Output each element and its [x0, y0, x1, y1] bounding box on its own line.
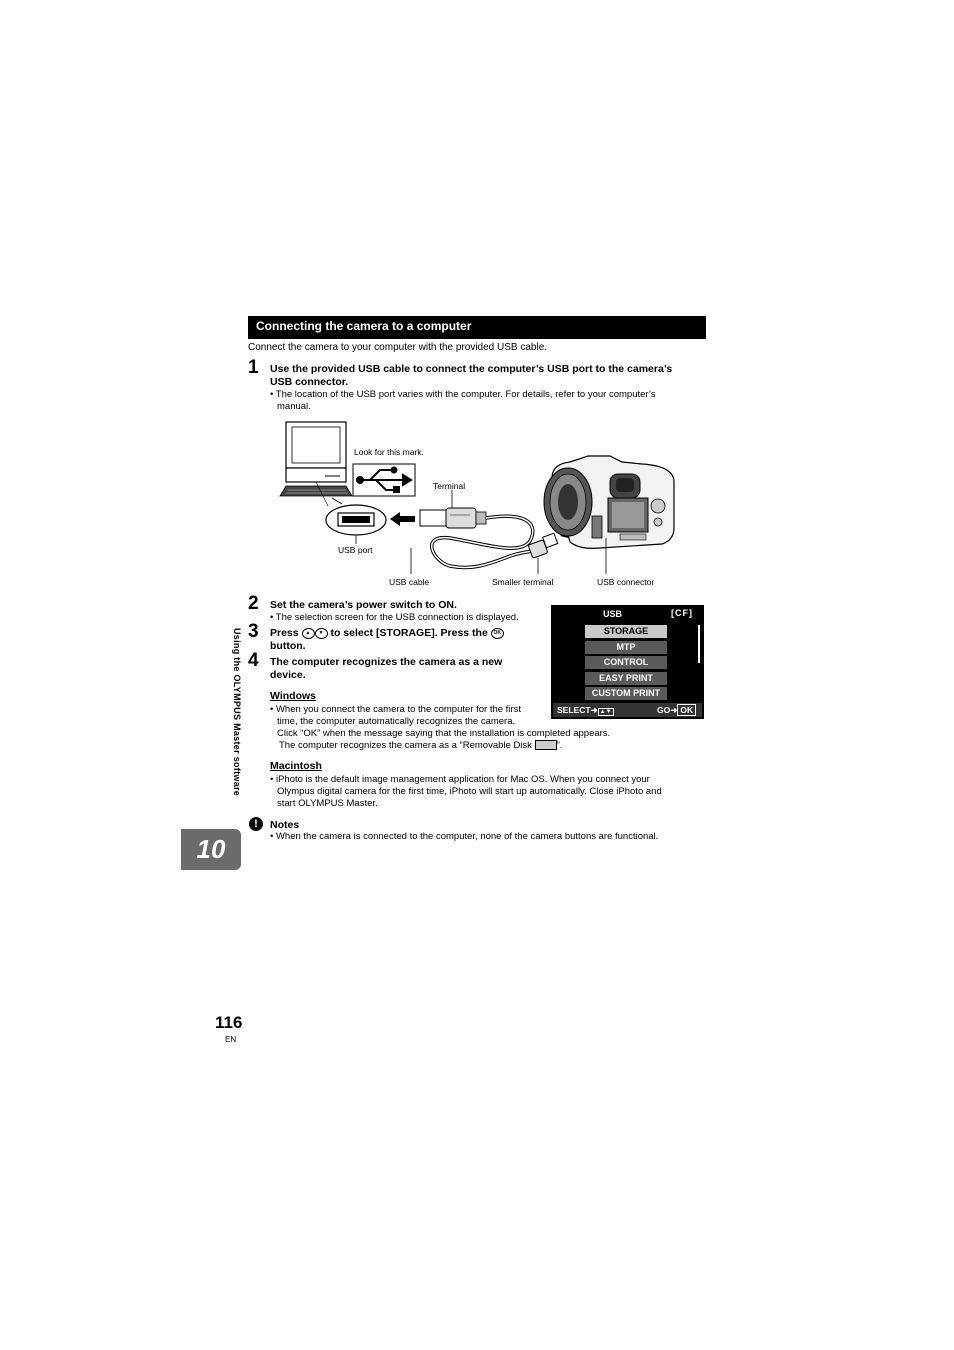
label-smaller-terminal: Smaller terminal [492, 577, 554, 587]
step-1-title-line1: Use the provided USB cable to connect the computer’s USB port to the camera’s [270, 363, 673, 375]
windows-line1: • When you connect the camera to the computer for the first [270, 704, 521, 715]
cf-card-icon: [CF] [671, 608, 693, 618]
chapter-tab: 10 [181, 829, 241, 870]
macintosh-line2: Olympus digital camera for the first time, iPhoto will start up automatically. Close iPhoto and [277, 786, 662, 797]
windows-line2: time, the computer automatically recognizes the camera. [277, 716, 516, 727]
macintosh-line3: start OLYMPUS Master. [277, 798, 378, 809]
step-4-title-line1: The computer recognizes the camera as a new [270, 656, 503, 668]
lcd-item-control[interactable]: CONTROL [585, 656, 667, 669]
usb-plug [420, 508, 486, 528]
label-terminal: Terminal [433, 481, 466, 491]
step-1-number: 1 [248, 357, 259, 378]
language-code: EN [225, 1035, 237, 1044]
ok-button-icon: OK [491, 628, 504, 639]
camera-illustration [544, 456, 674, 548]
step-3-title: Press ▲ ▼ to select [STORAGE]. Press the OK [270, 627, 504, 640]
arrow-up-button-icon: ▲ [302, 628, 315, 639]
arrow-down-button-icon: ▼ [315, 628, 328, 639]
step-2-number: 2 [248, 593, 259, 614]
step-4-number: 4 [248, 650, 259, 671]
lcd-scrollbar [698, 625, 700, 663]
windows-heading: Windows [270, 690, 316, 702]
insert-arrow-icon [390, 512, 415, 526]
label-usb-cable: USB cable [389, 577, 430, 587]
notes-line1: • When the camera is connected to the computer, none of the camera buttons are functional. [270, 831, 659, 842]
removable-disk-icon [535, 740, 557, 750]
computer-icon [280, 422, 352, 506]
step-3-number: 3 [248, 621, 259, 642]
notes-heading: Notes [270, 819, 300, 831]
lcd-item-easy-print[interactable]: EASY PRINT [585, 672, 667, 685]
windows-line3: Click “OK” when the message saying that the installation is completed appears. [277, 728, 611, 739]
lcd-go-label: GO➜ OK [657, 705, 696, 716]
intro-text: Connect the camera to your computer with the provided USB cable. [248, 342, 548, 353]
arrow-icon: ➜ [670, 705, 678, 715]
lcd-item-custom-print[interactable]: CUSTOM PRINT [585, 687, 667, 700]
usb-connection-diagram [270, 416, 690, 594]
label-look-for-mark: Look for this mark. [354, 447, 424, 457]
step-4-title-line2: device. [270, 669, 306, 681]
lcd-item-storage[interactable]: STORAGE [585, 625, 667, 638]
step-1-title-line2: USB connector. [270, 376, 349, 388]
macintosh-heading: Macintosh [270, 760, 322, 772]
arrow-icon: ➜ [590, 705, 598, 715]
step-3-title-line2: button. [270, 640, 306, 652]
caution-icon: ! [249, 817, 263, 831]
chapter-sidebar-text: Using the OLYMPUS Master software [232, 628, 242, 797]
ok-icon: OK [677, 704, 696, 716]
lcd-title: USB [603, 609, 623, 619]
macintosh-line1: • iPhoto is the default image management application for Mac OS. When you connect your [270, 774, 650, 785]
section-title: Connecting the camera to a computer [248, 316, 706, 339]
label-usb-connector: USB connector [597, 577, 655, 587]
up-down-icon: ▲▼ [599, 709, 612, 715]
usb-selection-screen [551, 605, 704, 719]
page-number: 116 [215, 1013, 243, 1032]
lcd-item-mtp[interactable]: MTP [585, 641, 667, 654]
windows-line4: The computer recognizes the camera as a “Removable Disk ”. [279, 740, 563, 751]
step-2-title: Set the camera’s power switch to ON. [270, 599, 457, 611]
lcd-select-label: SELECT➜ ▲▼ [557, 705, 612, 715]
step-2-note: • The selection screen for the USB connection is displayed. [270, 612, 519, 623]
step-1-note-line1: • The location of the USB port varies with the computer. For details, refer to your computer’s [270, 389, 656, 400]
label-usb-port: USB port [338, 545, 373, 555]
step-1-note-line2: manual. [277, 401, 311, 412]
